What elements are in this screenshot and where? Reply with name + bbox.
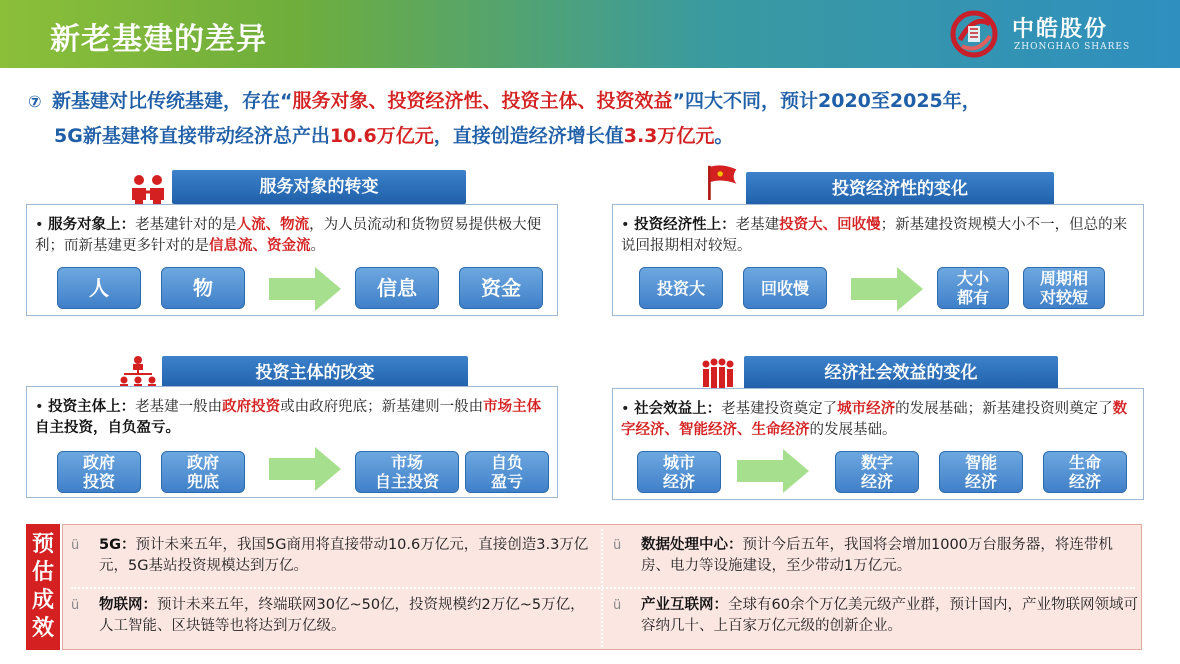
panel-investment-economics <box>612 204 1144 316</box>
item-lead: 5G： <box>99 537 136 553</box>
desc-lead: 投资主体上： <box>48 399 136 415</box>
check-bullet-icon: ü <box>613 538 622 553</box>
intro-highlight: 服务对象、投资经济性、投资主体、投资效益 <box>292 90 673 112</box>
chip-information: 信息 <box>355 267 439 309</box>
chip-shorter-period: 周期相 对较短 <box>1023 267 1105 309</box>
item-lead: 物联网： <box>99 597 157 613</box>
org-chart-icon <box>118 354 158 390</box>
desc-text: ；新基建投资规模大小不一，但总的来说回报期相对较短。 <box>621 217 1128 254</box>
logo-name-cn: 中皓股份 <box>1012 16 1109 42</box>
chip-market-self-investment: 市场 自主投资 <box>355 451 459 493</box>
estimate-label-char: 估 <box>31 560 54 585</box>
panel-description <box>35 215 551 257</box>
intro-text: ”四大不同，预计2020至2025年， <box>672 90 981 112</box>
bullet-dot: • <box>621 401 635 417</box>
crowd-icon <box>698 356 738 392</box>
logo-mark-icon <box>950 10 1002 58</box>
company-logo <box>950 10 1170 60</box>
desc-text: 老基建投资奠定了 <box>721 401 838 417</box>
estimate-label-char: 预 <box>31 532 54 557</box>
desc-highlight: 数字经济、智能经济、生命经济 <box>621 401 1128 438</box>
panel-title-investment-economics: 投资经济性的变化 <box>746 172 1054 206</box>
logo-name-en: ZHONGHAO SHARES <box>1014 42 1131 52</box>
chip-self-responsible: 自负 盈亏 <box>465 451 549 493</box>
desc-text: 或由政府兜底；新基建则一般由 <box>280 399 484 415</box>
panel-description <box>35 397 551 439</box>
chip-goods: 物 <box>161 267 245 309</box>
desc-text: 。 <box>310 238 325 254</box>
desc-lead: 投资经济性上： <box>634 217 736 233</box>
item-text: 预计未来五年，我国5G商用将直接带动10.6万亿元，直接创造3.3万亿元，5G基站投资规模达到万亿。 <box>99 537 589 574</box>
panel-title-investment-subject: 投资主体的改变 <box>162 356 468 390</box>
estimate-item-iot <box>71 595 601 653</box>
desc-text: 老基建一般由 <box>135 399 223 415</box>
panel-title-service-target: 服务对象的转变 <box>172 170 466 204</box>
chip-people: 人 <box>57 267 141 309</box>
check-bullet-icon: ü <box>613 598 622 613</box>
desc-text: 的发展基础；新基建投资则奠定了 <box>895 401 1113 417</box>
intro-text: ，直接创造经济增长值 <box>433 125 624 147</box>
chip-life-economy: 生命 经济 <box>1043 451 1127 493</box>
chip-varied-size: 大小 都有 <box>937 267 1009 309</box>
estimate-item-data-center <box>613 535 1143 593</box>
intro-text: 5G新基建将直接带动经济总产出 <box>54 125 330 147</box>
panel-investment-subject <box>26 386 558 498</box>
chip-urban-economy: 城市 经济 <box>637 451 721 493</box>
item-text: 预计未来五年，终端联网30亿~50亿，投资规模约2万亿~5万亿，人工智能、区块链等也将达到万亿级。 <box>99 597 585 634</box>
chip-slow-recovery: 回收慢 <box>743 267 827 309</box>
estimate-label <box>26 524 60 650</box>
desc-highlight: 城市经济 <box>837 401 896 417</box>
intro-text: 。 <box>714 125 734 147</box>
desc-highlight: 人流、物流 <box>236 217 310 233</box>
desc-text: 老基建 <box>735 217 780 233</box>
desc-highlight: 市场主体 <box>483 399 542 415</box>
panel-description <box>621 399 1137 441</box>
panel-social-benefit <box>612 388 1144 500</box>
estimated-effects <box>26 524 1144 650</box>
panel-description <box>621 215 1137 257</box>
intro-summary <box>28 84 1158 153</box>
item-text: 全球有60余个万亿美元级产业群，预计国内，产业物联网领域可容纳几十、上百家万亿元级的创新企业。 <box>641 597 1138 634</box>
divider <box>601 529 603 647</box>
transition-arrow-icon <box>269 267 341 311</box>
desc-lead: 社会效益上： <box>634 401 722 417</box>
bullet-dot: • <box>35 399 49 415</box>
desc-highlight: 政府投资 <box>222 399 281 415</box>
estimate-label-char: 效 <box>31 616 54 641</box>
page-title: 新老基建的差异 <box>50 22 267 57</box>
intro-line-1 <box>28 84 1158 119</box>
desc-text: ，为人员流动和货物贸易提供极大便利；而新基建更多针对的是 <box>35 217 542 254</box>
intro-highlight: 10.6万亿元 <box>329 125 434 147</box>
item-lead: 数据处理中心： <box>641 537 743 553</box>
chip-government-guarantee: 政府 兜底 <box>161 451 245 493</box>
chip-large-investment: 投资大 <box>639 267 723 309</box>
estimate-item-5g <box>71 535 601 593</box>
bullet-dot: • <box>621 217 635 233</box>
item-text: 预计今后五年，我国将会增加1000万台服务器，将连带机房、电力等设施建设，至少带动1万亿元。 <box>641 537 1113 574</box>
transition-arrow-icon <box>269 447 341 491</box>
item-lead: 产业互联网： <box>641 597 728 613</box>
chip-capital: 资金 <box>459 267 543 309</box>
red-flag-icon <box>702 164 742 200</box>
desc-text: 的发展基础。 <box>809 422 897 438</box>
transition-arrow-icon <box>851 267 923 311</box>
bullet-dot: • <box>35 217 49 233</box>
panel-service-target <box>26 204 558 316</box>
desc-text: 老基建针对的是 <box>135 217 237 233</box>
estimate-label-char: 成 <box>31 588 54 613</box>
chip-intelligent-economy: 智能 经济 <box>939 451 1023 493</box>
circled-seven-icon: ⑦ <box>28 92 42 111</box>
transition-arrow-icon <box>737 449 809 493</box>
intro-highlight: 3.3万亿元 <box>623 125 715 147</box>
panel-title-social-benefit: 经济社会效益的变化 <box>744 356 1058 390</box>
chip-government-investment: 政府 投资 <box>57 451 141 493</box>
estimate-item-industrial-internet <box>613 595 1143 653</box>
desc-lead: 服务对象上： <box>48 217 136 233</box>
chip-digital-economy: 数字 经济 <box>835 451 919 493</box>
intro-text: 新基建对比传统基建，存在“ <box>52 90 293 112</box>
desc-text: 自主投资，自负盈亏。 <box>35 420 180 436</box>
estimate-grid <box>62 524 1142 650</box>
desc-highlight: 信息流、资金流 <box>209 238 311 254</box>
desc-highlight: 投资大、回收慢 <box>779 217 881 233</box>
intro-line-2 <box>28 119 1158 153</box>
check-bullet-icon: ü <box>71 598 80 613</box>
check-bullet-icon: ü <box>71 538 80 553</box>
title-bar <box>0 0 1180 68</box>
